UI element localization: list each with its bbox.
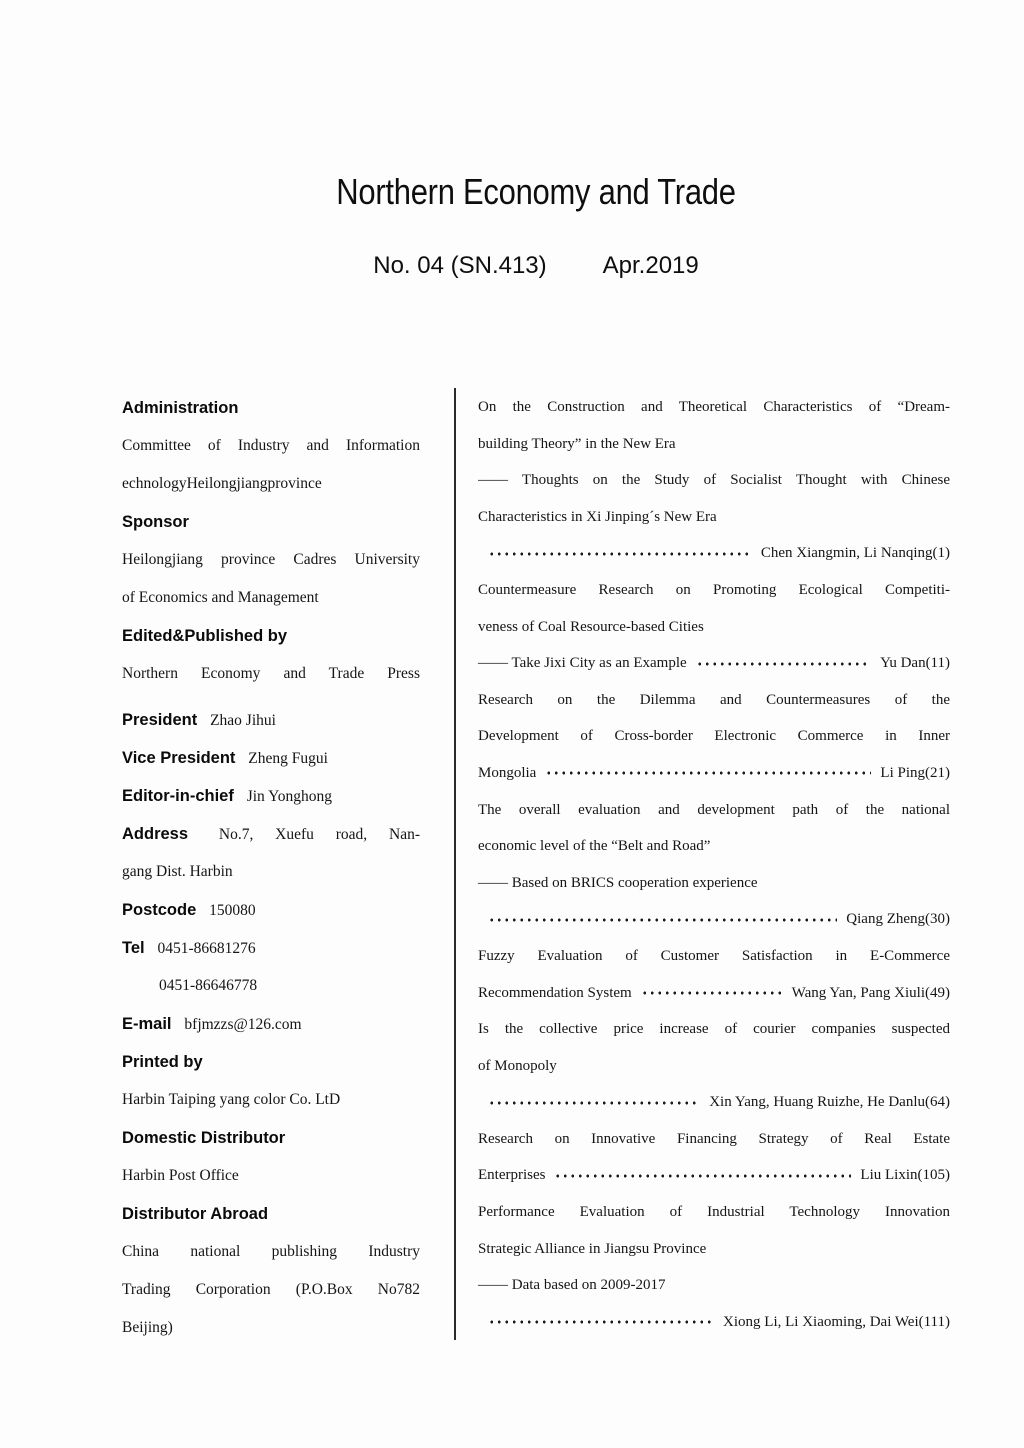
- masthead-line: [122, 579, 420, 617]
- masthead-line: [122, 1233, 420, 1271]
- toc-text: Characteristics in Xi Jinping´s New Era: [478, 508, 717, 525]
- masthead-text: 0451-86646778: [159, 977, 258, 994]
- masthead-label: Domestic Distributor: [122, 1129, 286, 1147]
- toc-line: [478, 609, 950, 646]
- toc-text: On the Construction and Theoretical Characteristics of “Dream-: [478, 399, 950, 415]
- dot-leader: [696, 645, 872, 682]
- masthead-text: Harbin Taiping yang color Co. LtD: [122, 1091, 341, 1108]
- masthead-line-president: [122, 701, 420, 739]
- toc-authors-page: Li Ping(21): [880, 764, 950, 781]
- dot-leader: [641, 975, 783, 1012]
- masthead-line-email: [122, 1005, 420, 1043]
- masthead-label: E-mail: [122, 1015, 172, 1033]
- masthead-text: Committee of Industry and Information: [122, 437, 420, 454]
- masthead-line-postcode: [122, 891, 420, 929]
- toc-line: [478, 682, 950, 719]
- masthead-label: Postcode: [122, 901, 197, 919]
- masthead-line: [122, 465, 420, 503]
- toc-leader-line: [478, 645, 950, 682]
- masthead-line-vice-president: [122, 739, 420, 777]
- masthead-text: 0451-86681276: [157, 940, 256, 957]
- dot-leader: [545, 755, 871, 792]
- masthead-text: 150080: [209, 902, 256, 919]
- toc-text: Development of Cross-border Electronic Commerce in Inner: [478, 728, 950, 745]
- toc-authors-page: Chen Xiangmin, Li Nanqing(1): [760, 545, 950, 562]
- masthead-label: Administration: [122, 399, 239, 417]
- masthead-line: [122, 1271, 420, 1309]
- toc-text: Mongolia: [478, 764, 537, 781]
- masthead-label: Address: [122, 825, 189, 843]
- toc-text: Fuzzy Evaluation of Customer Satisfaction in E-Commerce: [478, 947, 950, 964]
- toc-text: Strategic Alliance in Jiangsu Province: [478, 1240, 707, 1257]
- masthead-text: Harbin Post Office: [122, 1167, 239, 1184]
- masthead-label-domestic-distributor: [122, 1119, 420, 1157]
- toc-line: [478, 1048, 950, 1085]
- toc-line: [478, 572, 950, 609]
- column-divider: [454, 388, 456, 1340]
- toc-line: [478, 718, 950, 755]
- dot-leader: [488, 1084, 700, 1121]
- toc-text: veness of Coal Resource-based Cities: [478, 618, 704, 635]
- masthead-line: [122, 1157, 420, 1195]
- toc-line: [478, 1121, 950, 1158]
- toc-line: [478, 1194, 950, 1231]
- masthead-label: Vice President: [122, 749, 236, 767]
- toc-text: Recommendation System: [478, 984, 632, 1001]
- masthead-label: Printed by: [122, 1053, 203, 1071]
- dot-leader: [554, 1157, 851, 1194]
- toc-line: [478, 1267, 950, 1304]
- masthead-label: Editor-in-chief: [122, 787, 234, 805]
- masthead-text: bfjmzzs@126.com: [184, 1016, 302, 1033]
- masthead-label-distributor-abroad: [122, 1195, 420, 1233]
- toc-text: —— Data based on 2009-2017: [478, 1277, 666, 1294]
- toc-leader-line: [478, 1157, 950, 1194]
- masthead-text: Beijing): [122, 1319, 173, 1336]
- masthead-text: Trading Corporation (P.O.Box No782: [122, 1281, 420, 1298]
- toc-line: [478, 938, 950, 975]
- masthead-text: of Economics and Management: [122, 589, 319, 606]
- masthead-line-tel: [122, 929, 420, 967]
- masthead-text: Jin Yonghong: [246, 788, 332, 805]
- toc-authors-page: Qiang Zheng(30): [846, 911, 950, 928]
- toc-text: economic level of the “Belt and Road”: [478, 838, 711, 855]
- toc-authors-page: Xiong Li, Li Xiaoming, Dai Wei(111): [723, 1313, 950, 1330]
- toc-leader-line: [478, 901, 950, 938]
- masthead-line: [122, 1081, 420, 1119]
- masthead-label: Tel: [122, 939, 145, 957]
- toc-leader-line: [478, 1084, 950, 1121]
- masthead-label: Edited&Published by: [122, 627, 288, 645]
- masthead-text: echnologyHeilongjiangprovince: [122, 475, 322, 492]
- masthead-text: No.7, Xuefu road, Nan-: [218, 826, 420, 843]
- masthead-text: Zhao Jihui: [210, 712, 276, 729]
- toc-line: [478, 1011, 950, 1048]
- masthead-line-address: [122, 815, 420, 853]
- toc-text: Enterprises: [478, 1167, 546, 1184]
- masthead-text: gang Dist. Harbin: [122, 863, 233, 880]
- masthead-line-tel2: [122, 967, 420, 1005]
- masthead-line-editor-in-chief: [122, 777, 420, 815]
- masthead-label: Distributor Abroad: [122, 1205, 269, 1223]
- masthead-line: [122, 427, 420, 465]
- issue-line: [98, 252, 974, 280]
- masthead-line: [122, 655, 420, 693]
- toc-authors-page: Liu Lixin(105): [860, 1167, 950, 1184]
- masthead-text: Heilongjiang province Cadres University: [122, 551, 420, 568]
- masthead-text: Northern Economy and Trade Press: [122, 665, 420, 682]
- toc-text: of Monopoly: [478, 1057, 557, 1074]
- toc-leader-line: [478, 535, 950, 572]
- toc-text: —— Thoughts on the Study of Socialist Thought with Chinese: [478, 472, 950, 489]
- journal-title: Northern Economy and Trade: [336, 171, 736, 212]
- masthead-line: [122, 541, 420, 579]
- masthead-label: President: [122, 711, 198, 729]
- toc-text: Performance Evaluation of Industrial Technology Innovation: [478, 1204, 950, 1221]
- toc-text: —— Based on BRICS cooperation experience: [478, 874, 758, 891]
- toc-line: [478, 389, 950, 426]
- masthead-line: [122, 1309, 420, 1347]
- toc-line: [478, 462, 950, 499]
- toc-authors-page: Xin Yang, Huang Ruizhe, He Danlu(64): [709, 1094, 950, 1111]
- toc-line: [478, 426, 950, 463]
- toc-text: —— Take Jixi City as an Example: [478, 655, 687, 672]
- toc-line: [478, 865, 950, 902]
- toc-text: Is the collective price increase of courier companies suspected: [478, 1021, 950, 1038]
- issue-date: Apr.2019: [602, 252, 699, 279]
- masthead-text: China national publishing Industry: [122, 1243, 420, 1260]
- issue-number: No. 04 (SN.413): [373, 252, 547, 279]
- toc-line: [478, 792, 950, 829]
- dot-leader: [488, 535, 752, 572]
- toc-text: Research on Innovative Financing Strategy of Real Estate: [478, 1130, 950, 1147]
- toc-leader-line: [478, 1304, 950, 1341]
- toc-authors-page: Wang Yan, Pang Xiuli(49): [791, 984, 950, 1001]
- toc-text: Countermeasure Research on Promoting Ecological Competiti-: [478, 581, 950, 598]
- toc-line: [478, 828, 950, 865]
- table-of-contents: [478, 389, 950, 1340]
- dot-leader: [488, 901, 837, 938]
- masthead-label: Sponsor: [122, 513, 189, 531]
- masthead-label-edited-published: [122, 617, 420, 655]
- masthead-label-administration: [122, 389, 420, 427]
- masthead-text: Zheng Fugui: [248, 750, 328, 767]
- toc-text: Research on the Dilemma and Countermeasures of the: [478, 691, 950, 708]
- toc-text: The overall evaluation and development path of the national: [478, 801, 950, 818]
- masthead-column: [122, 389, 420, 1347]
- masthead-label-sponsor: [122, 503, 420, 541]
- toc-authors-page: Yu Dan(11): [880, 655, 950, 672]
- toc-line: [478, 1231, 950, 1268]
- masthead-label-printed-by: [122, 1043, 420, 1081]
- toc-line: [478, 499, 950, 536]
- toc-leader-line: [478, 755, 950, 792]
- dot-leader: [488, 1304, 714, 1341]
- masthead-line: [122, 853, 420, 891]
- toc-text: building Theory” in the New Era: [478, 435, 676, 452]
- toc-leader-line: [478, 975, 950, 1012]
